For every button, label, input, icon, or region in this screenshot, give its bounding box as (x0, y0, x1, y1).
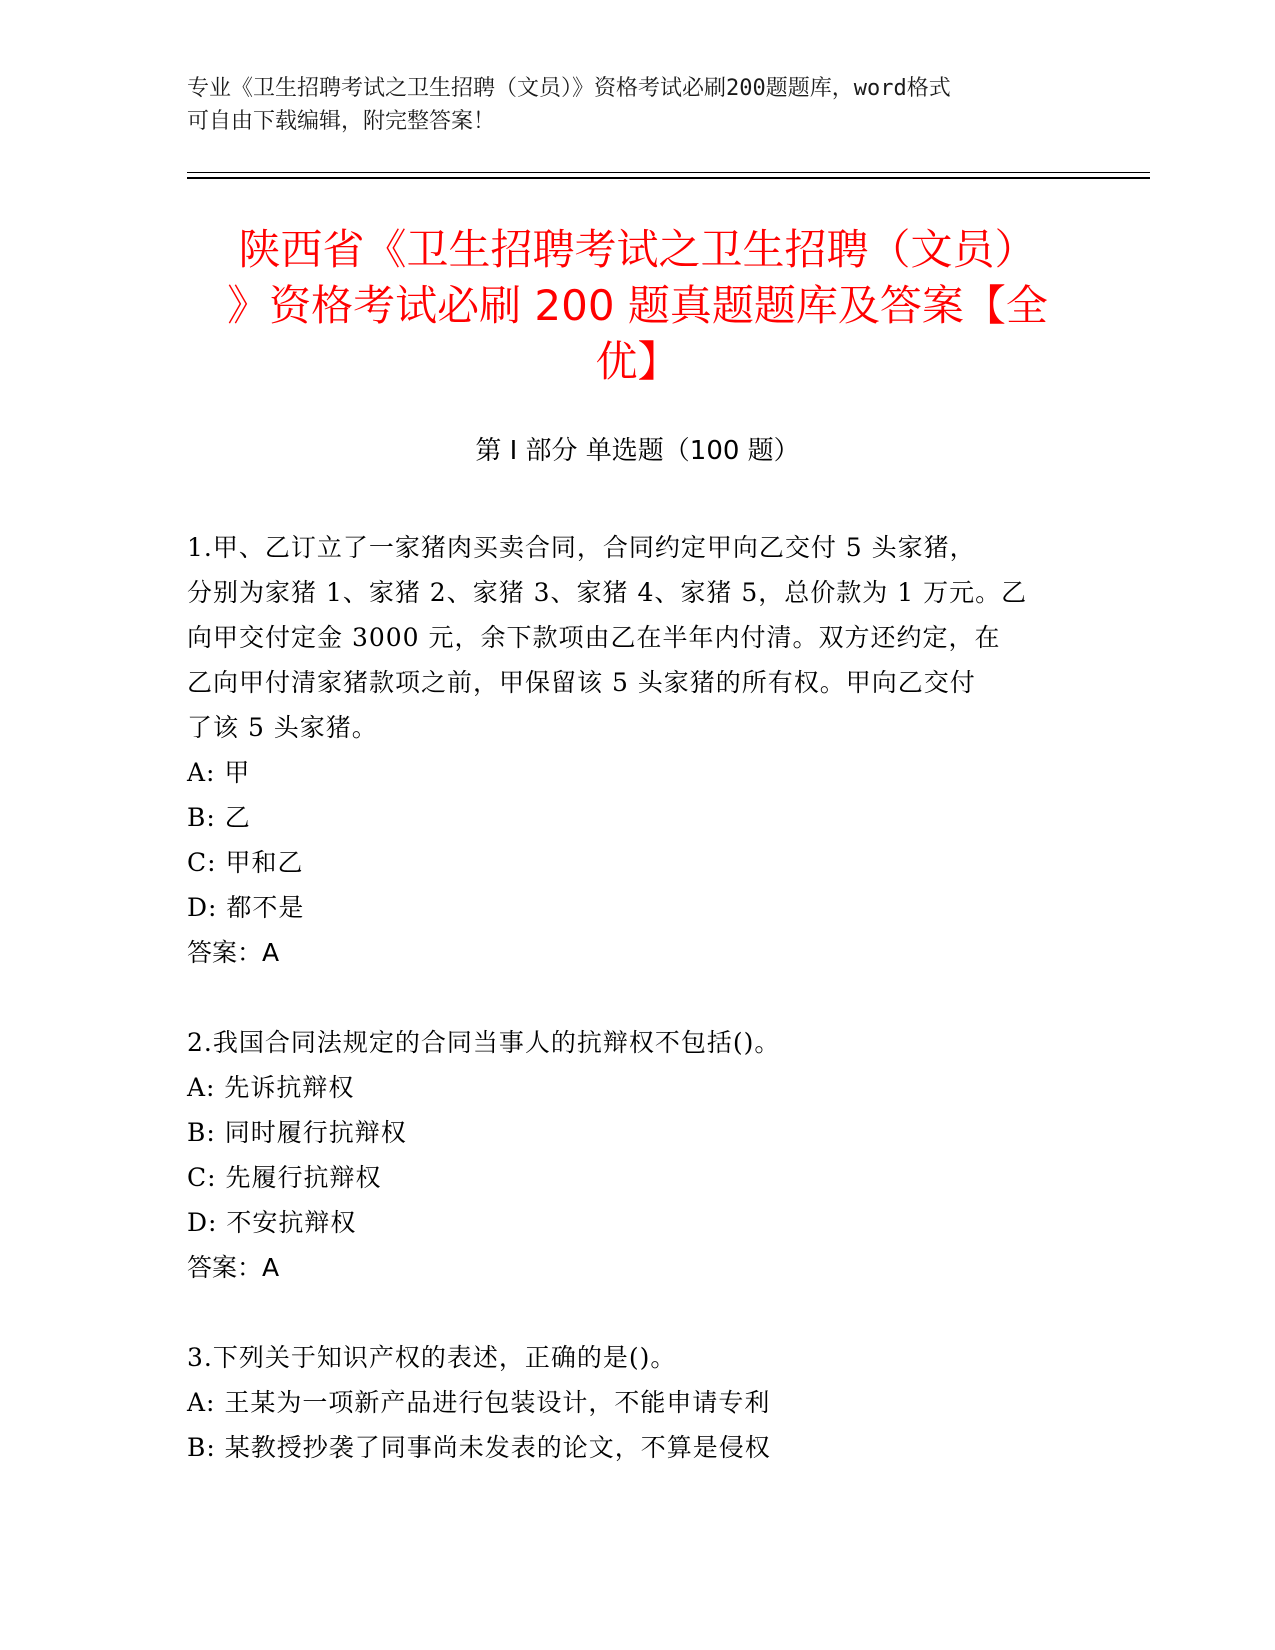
question-2-option-c: C: 先履行抗辩权 (187, 1163, 382, 1192)
question-1-stem-line: 分别为家猪 1、家猪 2、家猪 3、家猪 4、家猪 5，总价款为 1 万元。乙 (187, 578, 1028, 607)
question-1-stem-line: 了该 5 头家猪。 (187, 713, 378, 742)
question-3-option-a: A: 王某为一项新产品进行包装设计，不能申请专利 (187, 1388, 771, 1417)
document-title-line-1: 陕西省《卫生招聘考试之卫生招聘（文员） (238, 225, 1037, 274)
header-note (187, 72, 1067, 138)
question-1-option-b: B: 乙 (187, 803, 251, 832)
question-3-option-b: B: 某教授抄袭了同事尚未发表的论文，不算是侵权 (187, 1433, 771, 1462)
document-title-line-3: 优】 (595, 337, 680, 386)
question-1-option-c: C: 甲和乙 (187, 848, 304, 877)
question-1-stem-line: 乙向甲付清家猪款项之前，甲保留该 5 头家猪的所有权。甲向乙交付 (187, 668, 976, 697)
header-divider-thin (187, 172, 1150, 173)
header-note-line-2: 可自由下载编辑，附完整答案！ (187, 109, 496, 134)
question-1-option-a: A: 甲 (187, 758, 251, 787)
question-2-option-a: A: 先诉抗辩权 (187, 1073, 355, 1102)
question-3-stem-line: 3.下列关于知识产权的表述，正确的是()。 (187, 1343, 677, 1372)
question-2-option-b: B: 同时履行抗辩权 (187, 1118, 407, 1147)
question-3 (187, 1335, 1077, 1470)
header-divider-thick (187, 177, 1150, 179)
question-2 (187, 1020, 1077, 1290)
section-title: 第 I 部分 单选题（100 题） (475, 436, 800, 466)
document-title-line-2: 》资格考试必刷 200 题真题题库及答案【全 (227, 281, 1048, 330)
document-title (190, 222, 1085, 390)
question-1-answer: 答案：A (187, 938, 280, 967)
question-1-stem-line: 向甲交付定金 3000 元，余下款项由乙在半年内付清。双方还约定，在 (187, 623, 1001, 652)
question-list (187, 525, 1077, 1515)
question-2-answer: 答案：A (187, 1253, 280, 1282)
question-1-option-d: D: 都不是 (187, 893, 305, 922)
question-1-stem-line: 1.甲、乙订立了一家猪肉买卖合同，合同约定甲向乙交付 5 头家猪， (187, 533, 976, 562)
question-2-stem-line: 2.我国合同法规定的合同当事人的抗辩权不包括()。 (187, 1028, 781, 1057)
question-2-option-d: D: 不安抗辩权 (187, 1208, 357, 1237)
question-1 (187, 525, 1077, 975)
header-note-line-1: 专业《卫生招聘考试之卫生招聘（文员）》资格考试必刷200题题库，word格式 (187, 76, 951, 101)
